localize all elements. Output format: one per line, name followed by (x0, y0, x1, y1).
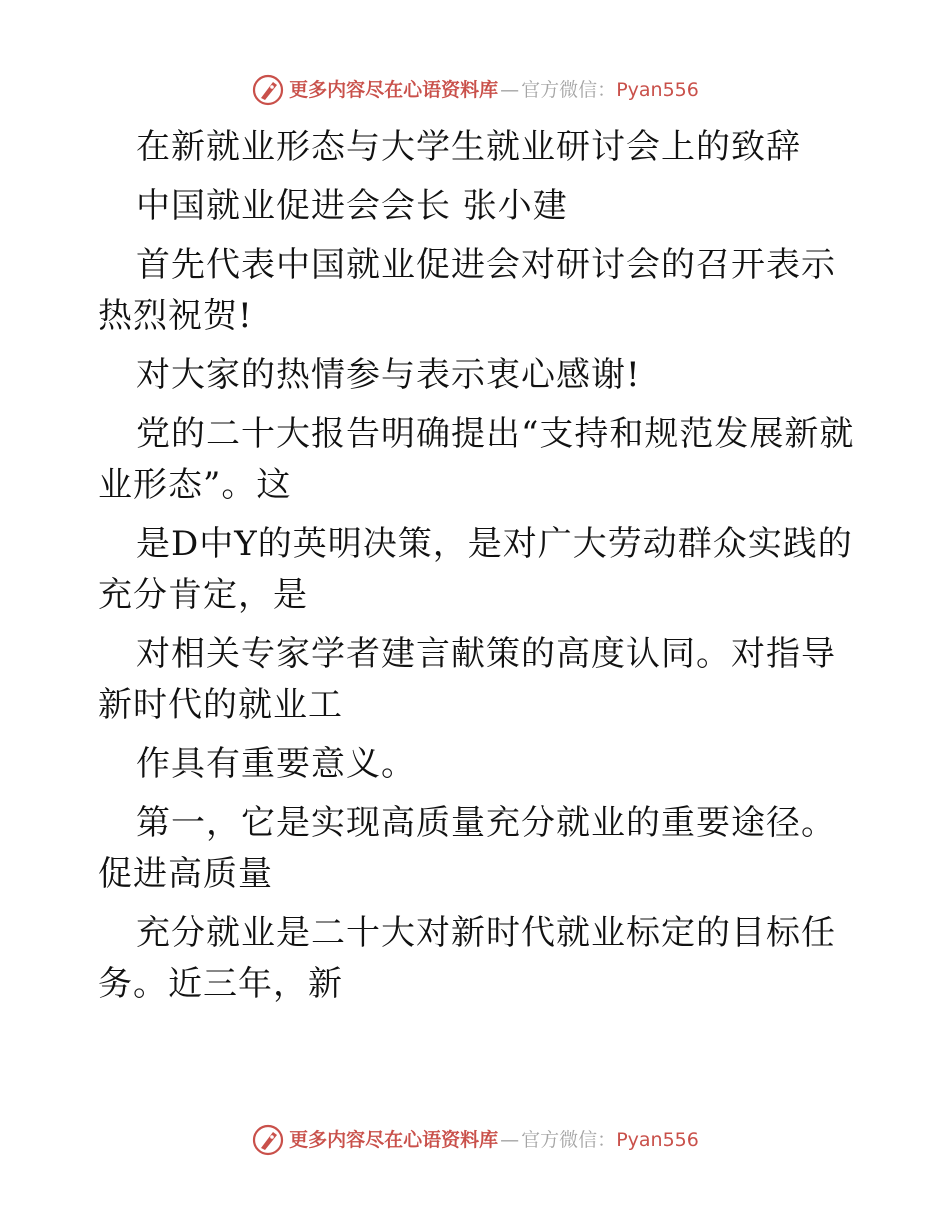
paragraph: 对相关专家学者建言献策的高度认同。对指导新时代的就业工 (98, 634, 836, 725)
watermark-dash: — (500, 1129, 520, 1151)
watermark-official-label: 官方微信： (521, 1129, 617, 1151)
watermark-wechat-id: Pyan556 (616, 79, 699, 101)
pen-nib-circle-icon (251, 1123, 285, 1157)
paragraph: 第一，它是实现高质量充分就业的重要途径。促进高质量 (98, 803, 836, 894)
document-title: 在新就业形态与大学生就业研讨会上的致辞 (136, 127, 801, 167)
paragraph: 充分就业是二十大对新时代就业标定的目标任务。近三年，新 (98, 913, 836, 1004)
paragraph: 作具有重要意义。 (136, 744, 416, 784)
document-body (98, 122, 858, 1010)
footer-watermark (0, 1120, 950, 1160)
pen-nib-circle-icon (251, 73, 285, 107)
watermark-brand-text: 更多内容尽在心语资料库 (289, 79, 499, 101)
header-watermark (0, 70, 950, 110)
watermark-dash: — (500, 79, 520, 101)
watermark-wechat-id: Pyan556 (616, 1129, 699, 1151)
paragraph: 党的二十大报告明确提出“支持和规范发展新就业形态”。这 (98, 414, 855, 505)
watermark-brand-text: 更多内容尽在心语资料库 (289, 1129, 499, 1151)
paragraph: 对大家的热情参与表示衷心感谢! (136, 355, 641, 395)
paragraph: 首先代表中国就业促进会对研讨会的召开表示热烈祝贺! (98, 245, 836, 336)
watermark-official-label: 官方微信： (521, 79, 617, 101)
document-author-line: 中国就业促进会会长 张小建 (136, 186, 568, 226)
paragraph: 是D中Y的英明决策，是对广大劳动群众实践的充分肯定，是 (98, 524, 853, 615)
